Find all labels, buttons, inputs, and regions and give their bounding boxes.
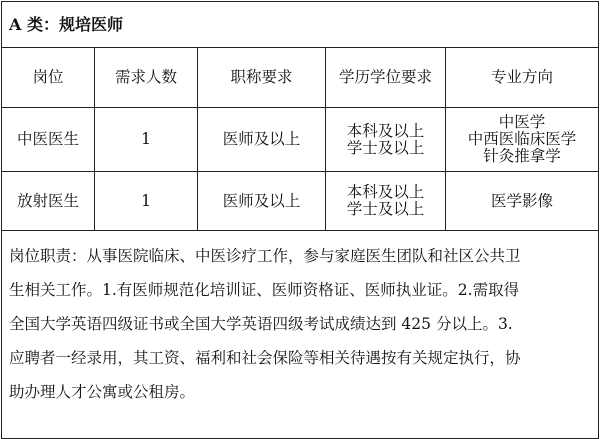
title-requirement-cell: 医师及以上 [198,108,326,172]
column-header-title-requirement: 职称要求 [198,48,326,108]
duties-line: 岗位职责：从事医院临床、中医诊疗工作，参与家庭医生团队和社区公共卫 [9,247,521,265]
column-header-row [2,48,599,108]
column-header-degree-requirement: 学历学位要求 [326,48,446,108]
position-cell: 中医医生 [2,108,95,172]
section-header-row [2,2,599,48]
count-cell: 1 [95,172,198,231]
duties-line: 助办理人才公寓或公租房。 [9,383,196,401]
duties-row [2,231,599,439]
count-cell: 1 [95,108,198,172]
column-header-position: 岗位 [2,48,95,108]
degree-line: 本科及以上 [346,121,425,140]
column-header-major: 专业方向 [446,48,599,108]
degree-line: 学士及以上 [346,138,425,157]
table-row [2,108,599,172]
recruitment-table [1,1,599,439]
major-line: 针灸推拿学 [483,147,561,165]
degree-line: 本科及以上 [346,183,425,201]
column-header-count: 需求人数 [95,48,198,108]
major-line: 中西医临床医学 [467,130,577,148]
duties-text [2,231,599,439]
position-cell: 放射医生 [2,172,95,231]
duties-line: 全国大学英语四级证书或全国大学英语四级考试成绩达到 425 分以上。3. [9,315,513,333]
major-cell [446,108,599,172]
degree-line: 学士及以上 [346,200,425,218]
table-row [2,172,599,231]
section-title: A 类：规培医师 [2,2,599,48]
degree-requirement-cell [326,172,446,231]
title-requirement-cell: 医师及以上 [198,172,326,231]
major-cell: 医学影像 [446,172,599,231]
duties-line: 生相关工作。1.有医师规范化培训证、医师资格证、医师执业证。2.需取得 [9,281,520,299]
duties-line: 应聘者一经录用，其工资、福利和社会保险等相关待遇按有关规定执行，协 [9,349,521,367]
major-line: 中医学 [498,113,546,131]
recruitment-document [1,1,598,430]
degree-requirement-cell [326,108,446,172]
